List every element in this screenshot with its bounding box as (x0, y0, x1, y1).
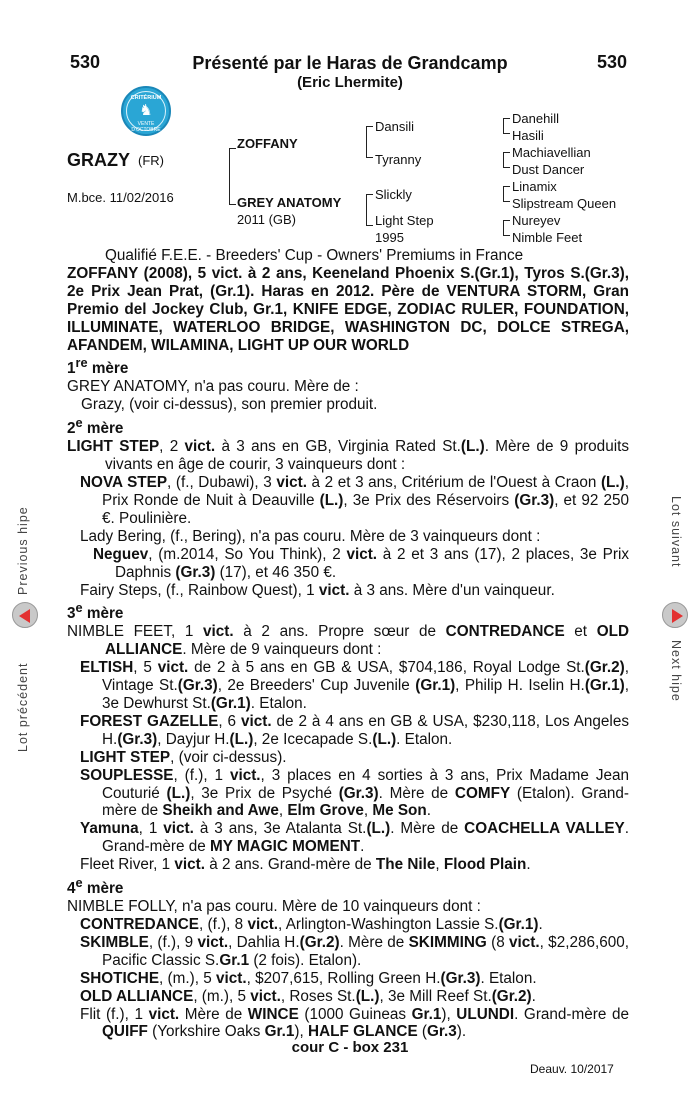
pedigree-dam: GREY ANATOMY (237, 195, 342, 210)
badge-bottom-text: VENTE D'OCTOBRE (131, 121, 161, 133)
pedigree-ggp: Hasili (512, 128, 544, 143)
section-2-produce: Neguev, (m.2014, So You Think), 2 vict. à 2 et 3 ans (17), 2 places, 3e Prix Daphnis (Gr.3) (17), et 46 350 €. (93, 545, 630, 581)
qualification: Qualifié F.E.E. - Breeders' Cup - Owners' Premiums in France (105, 247, 524, 264)
previous-hipe-link[interactable]: Previous hipe (16, 506, 30, 595)
pedigree-ggp: Nimble Feet (512, 230, 583, 245)
section-4-dam: NIMBLE FOLLY, n'a pas couru. Mère de 10 vainqueurs dont : (67, 898, 481, 916)
lot-precedent-link[interactable]: Lot précédent (16, 662, 30, 752)
section-2-produce: Lady Bering, (f., Bering), n'a pas couru. Mère de 3 vainqueurs dont : (80, 527, 541, 545)
section-4-produce: OLD ALLIANCE, (m.), 5 vict., Roses St.(L.), 3e Mill Reef St.(Gr.2). (80, 987, 536, 1005)
section-1-produce: Grazy, (voir ci-dessus), son premier produit. (81, 396, 378, 414)
criterium-badge-icon (121, 86, 171, 136)
pedigree-dam-dam-year: 1995 (375, 230, 404, 245)
pedigree-dam-info: 2011 (GB) (237, 212, 297, 227)
pedigree-sire: ZOFFANY (237, 136, 298, 151)
section-3-produce: LIGHT STEP, (voir ci-dessus). (80, 748, 287, 766)
section-heading-4: 4e mère (67, 875, 124, 898)
section-2-produce: Fairy Steps, (f., Rainbow Quest), 1 vict. à 3 ans. Mère d'un vainqueur. (80, 581, 555, 599)
horse-name: GRAZY (67, 150, 130, 170)
horse-birth: M.bce. 11/02/2016 (67, 190, 174, 205)
section-heading-1: 1re mère (67, 355, 129, 378)
previous-arrow-icon[interactable] (12, 602, 38, 628)
section-heading-2: 2e mère (67, 415, 124, 438)
pedigree-ggp: Nureyev (512, 213, 561, 228)
section-4-produce: SHOTICHE, (m.), 5 vict., $207,615, Rolling Green H.(Gr.3). Etalon. (80, 969, 537, 987)
next-hipe-link[interactable]: Next hipe (669, 640, 683, 702)
lot-suivant-link[interactable]: Lot suivant (669, 496, 683, 568)
horse-head-icon: ♞ (139, 102, 153, 119)
pedigree-ggp: Linamix (512, 179, 557, 194)
sire-paragraph: ZOFFANY (2008), 5 vict. à 2 ans, Keeneland Phoenix S.(Gr.1), Tyros S.(Gr.3), 2e Prix Jean Prat, (Gr.1). Haras en 2012. Père de VENTURA STORM, Gran Premio del Jockey Club, Gr.1, KNIFE EDGE, ZODIAC RULER, FOUNDATION, ILLUMINATE, WATERLOO BRIDGE, WASHINGTON DC, DOLCE STREGA, AFANDEM, WILAMINA, LIGHT UP OUR WORLD (67, 264, 629, 354)
next-arrow-icon[interactable] (662, 602, 688, 628)
section-3-produce: Fleet River, 1 vict. à 2 ans. Grand-mère de The Nile, Flood Plain. (80, 856, 531, 874)
section-3-produce: ELTISH, 5 vict. de 2 à 5 ans en GB & USA, $704,186, Royal Lodge St.(Gr.2), Vintage St.(Gr.3), 2e Breeders' Cup Juvenile (Gr.1), Philip H. Iselin H.(Gr.1), 3e Dewhurst St.(Gr.1). Etalon. (80, 659, 630, 713)
lot-number: 530 (70, 52, 101, 72)
section-4-produce: Flit (f.), 1 vict. Mère de WINCE (1000 Guineas Gr.1), ULUNDI. Grand-mère de QUIFF (Yorkshire Oaks Gr.1), HALF GLANCE (Gr.3). (80, 1005, 629, 1041)
lot-number-right: 530 (597, 52, 628, 72)
section-3-dam: NIMBLE FEET, 1 vict. à 2 ans. Propre sœur de CONTREDANCE et OLD ALLIANCE. Mère de 9 vainqueurs dont : (67, 623, 629, 659)
section-heading-3: 3e mère (67, 600, 124, 623)
badge-top-text: CRITÉRIUM (130, 95, 162, 101)
pedigree-dam-sire: Slickly (375, 187, 412, 202)
box-location: cour C - box 231 (291, 1039, 409, 1056)
section-3-produce: SOUPLESSE, (f.), 1 vict., 3 places en 4 sorties à 3 ans, Prix Madame Jean Couturié (L.), 3e Prix de Psyché (Gr.3). Mère de COMFY (Etalon). Grand-mère de Sheikh and Awe, Elm Grove, Me Son. (80, 766, 629, 820)
section-1-dam: GREY ANATOMY, n'a pas couru. Mère de : (67, 378, 359, 396)
horse-origin: (FR) (138, 153, 164, 168)
sale-date: Deauv. 10/2017 (530, 1062, 614, 1076)
pedigree-sire-dam: Tyranny (375, 152, 422, 167)
catalogue-body (67, 247, 629, 1041)
section-3-produce: FOREST GAZELLE, 6 vict. de 2 à 4 ans en GB & USA, $230,118, Los Angeles H.(Gr.3), Dayjur H.(L.), 2e Icecapade S.(L.). Etalon. (80, 712, 629, 748)
pedigree-ggp: Slipstream Queen (512, 196, 617, 211)
presenter-title (150, 52, 550, 92)
section-4-produce: CONTREDANCE, (f.), 8 vict., Arlington-Washington Lassie S.(Gr.1). (80, 916, 543, 933)
section-3-produce: Yamuna, 1 vict. à 3 ans, 3e Atalanta St.(L.). Mère de COACHELLA VALLEY. Grand-mère de MY MAGIC MOMENT. (80, 820, 630, 856)
pedigree-ggp: Danehill (512, 111, 559, 126)
pedigree-ggp: Dust Dancer (512, 162, 585, 177)
presenter-sub: (Eric Lhermite) (297, 74, 403, 91)
pedigree-dam-dam: Light Step (375, 213, 434, 228)
section-2-dam: LIGHT STEP, 2 vict. à 3 ans en GB, Virginia Rated St.(L.). Mère de 9 produits vivants en âge de courir, 3 vainqueurs dont : (67, 438, 629, 474)
presenter-name: Présenté par le Haras de Grandcamp (192, 53, 508, 73)
pedigree-ggp: Machiavellian (512, 145, 591, 160)
section-2-produce: NOVA STEP, (f., Dubawi), 3 vict. à 2 et 3 ans, Critérium de l'Ouest à Craon (L.), Prix Ronde de Nuit à Deauville (L.), 3e Prix des Réservoirs (Gr.3), et 92 250 €. Poulinière. (80, 474, 629, 527)
pedigree-sire-sire: Dansili (375, 119, 415, 134)
section-4-produce: SKIMBLE, (f.), 9 vict., Dahlia H.(Gr.2). Mère de SKIMMING (8 vict., $2,286,600, Pacific Classic S.Gr.1 (2 fois). Etalon). (80, 933, 629, 969)
